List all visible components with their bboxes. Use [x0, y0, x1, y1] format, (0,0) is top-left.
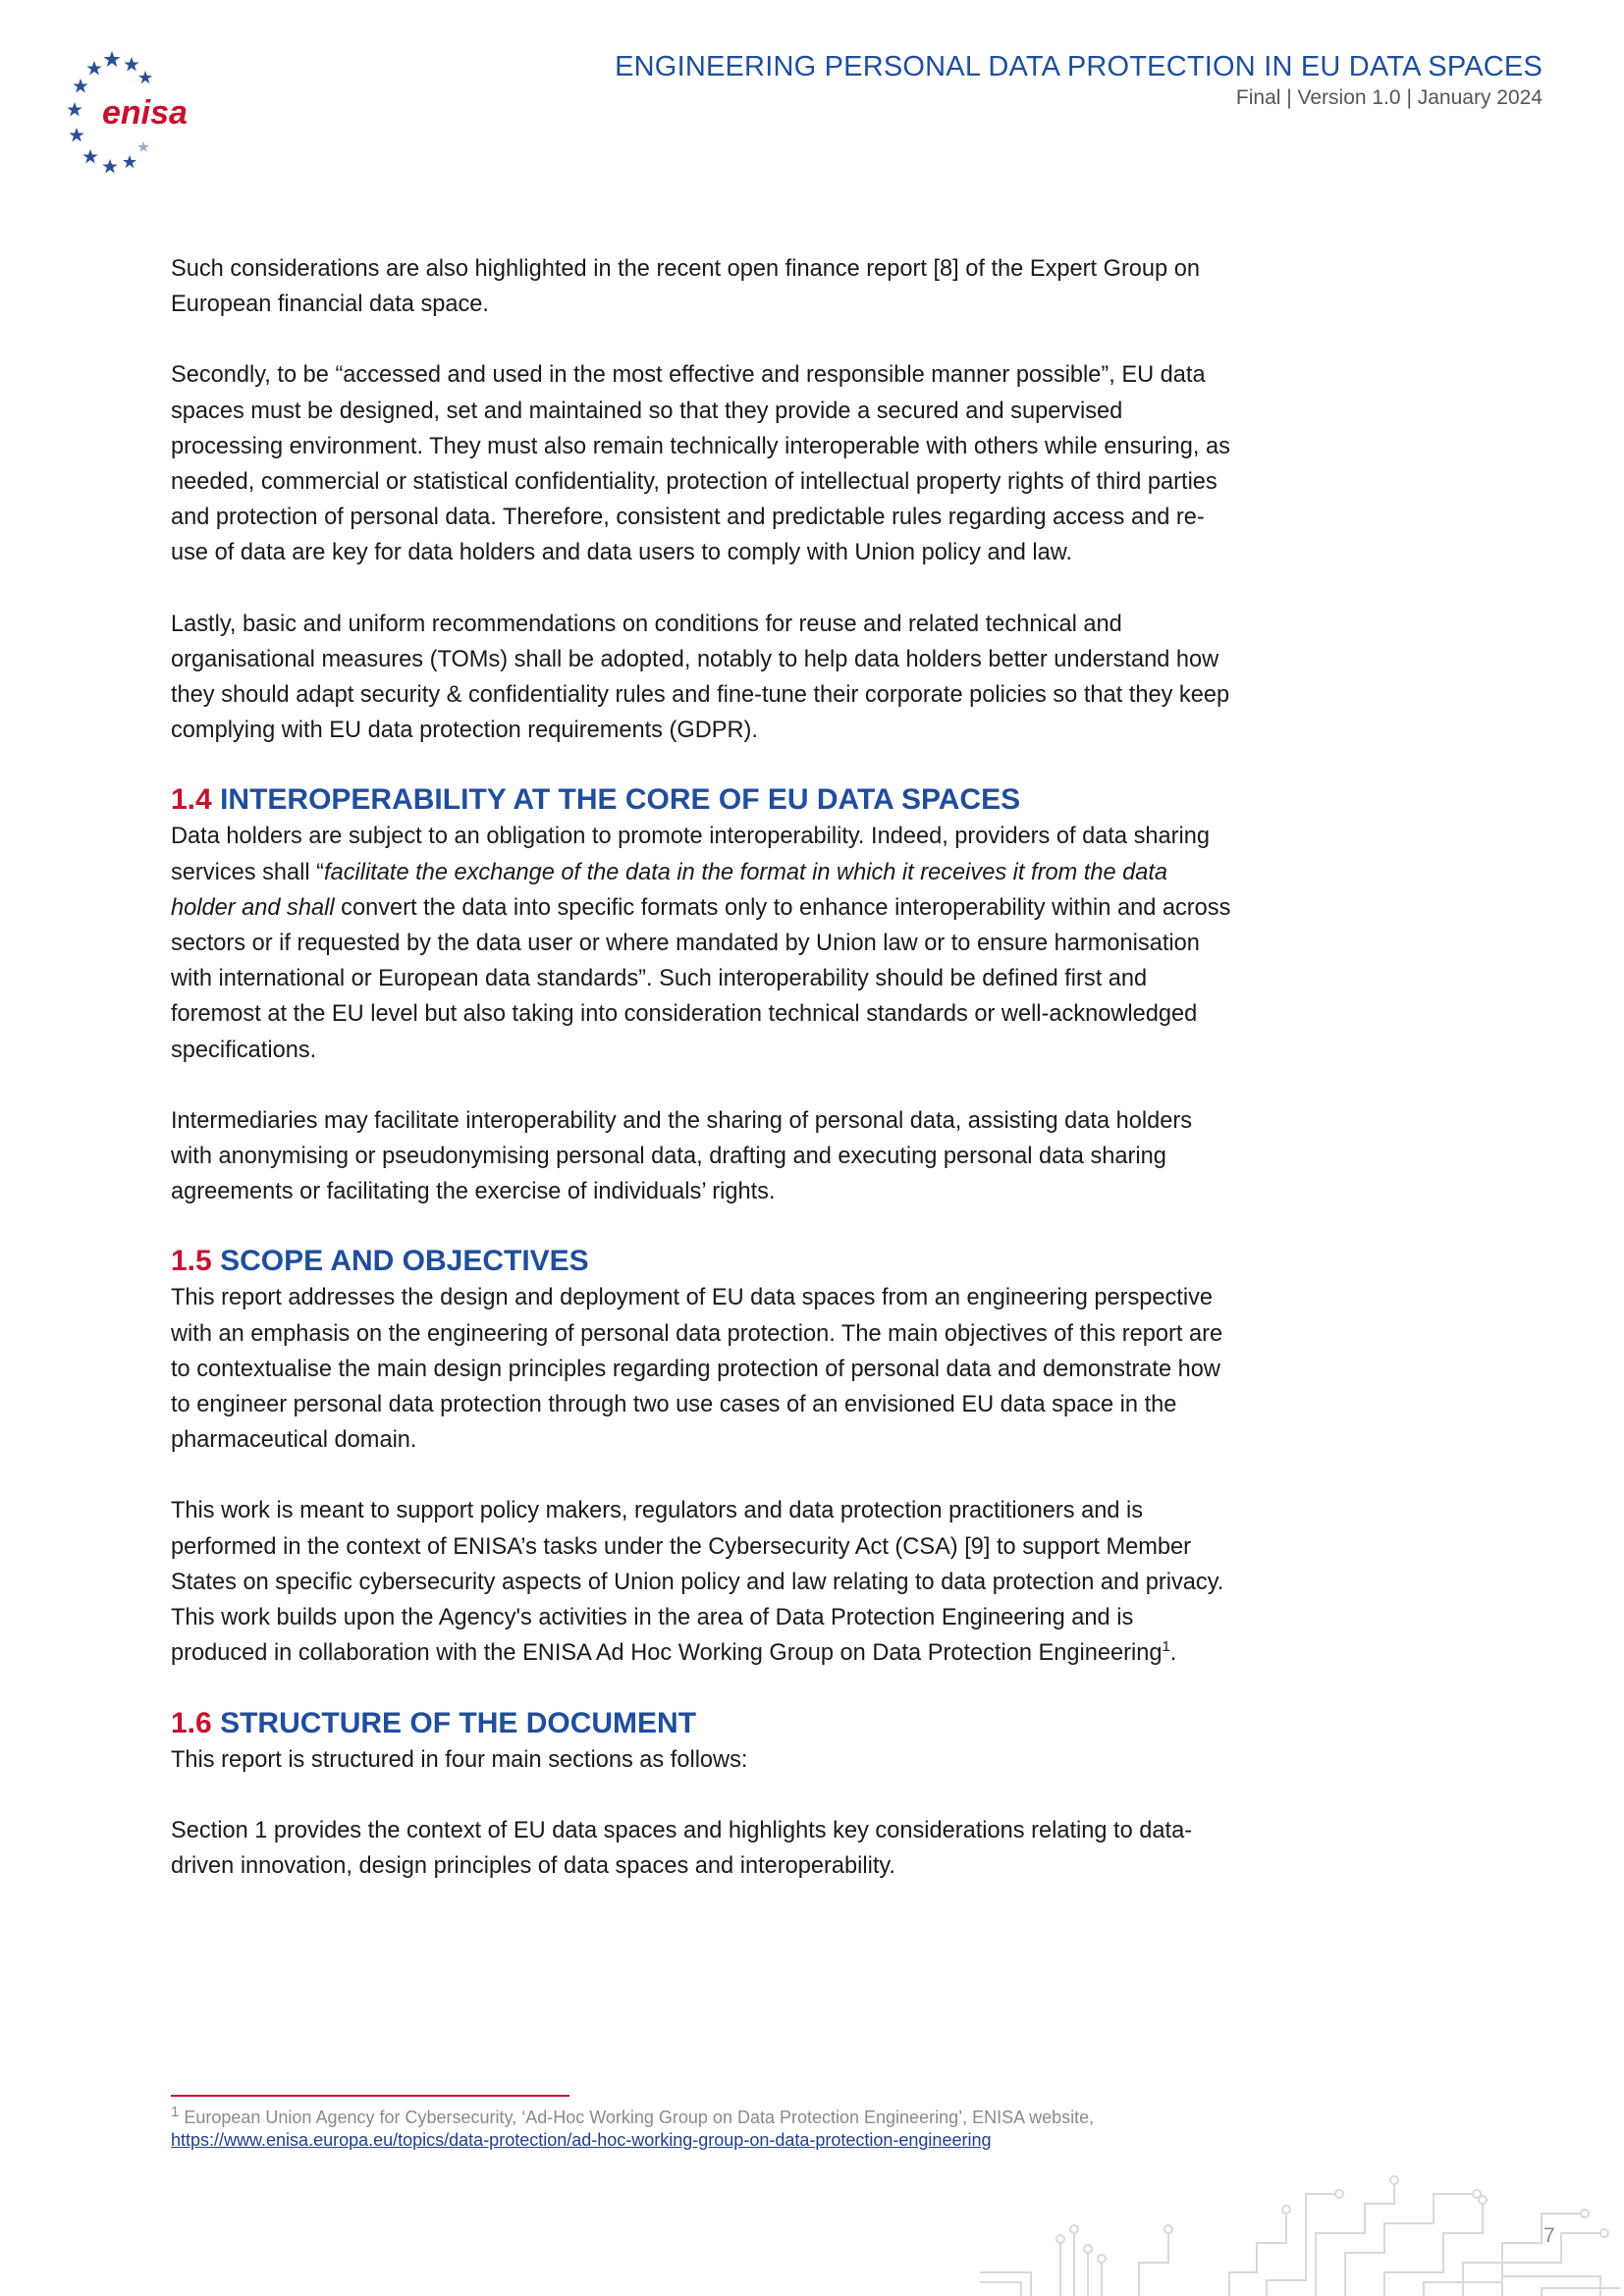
text-run: Data holders are subject to an obligation to promote interoperability. Indeed, providers of data sharing services shall “: [171, 824, 1210, 885]
paragraph: [171, 819, 1231, 1067]
document-title: ENGINEERING PERSONAL DATA PROTECTION IN EU DATA SPACES: [615, 51, 1543, 82]
section-heading-1-4: [171, 781, 1231, 819]
footnote-divider: [171, 2095, 569, 2097]
section-number: 1.6: [171, 1706, 212, 1739]
paragraph: This report is structured in four main sections as follows:: [171, 1746, 748, 1773]
text-run: This work is meant to support policy makers, regulators and data protection practitioners and is performed in the context of ENISA’s tasks under the Cybersecurity Act (CSA) [9] to support Member States on specific cybersecurity aspects of Union policy and law relating to data protection and privacy. This work builds upon the Agency's activities in the area of Data Protection Engineering and is produced in collaboration with the ENISA Ad Hoc Working Group on Data Protection Engineering: [171, 1498, 1224, 1667]
paragraph: This report addresses the design and deployment of EU data spaces from an engineering perspective with an emphasis on the engineering of personal data protection. The main objectives of this report are to contextualise the main design principles regarding protection of personal data and demonstrate how to engineer personal data protection through two use cases of an envisioned EU data space in the pharmaceutical domain.: [171, 1285, 1223, 1454]
logo-wordmark: enisa: [102, 94, 188, 132]
document-version: Final | Version 1.0 | January 2024: [1235, 86, 1543, 109]
footnote-text: European Union Agency for Cybersecurity, ‘Ad-Hoc Working Group on Data Protection Engineering’, ENISA website,: [179, 2108, 1095, 2127]
paragraph: Lastly, basic and uniform recommendations on conditions for reuse and related technical and organisational measures (TOMs) shall be adopted, notably to help data holders better understand how they should adapt security & confidentiality rules and fine-tune their corporate policies so that they keep complying with EU data protection requirements (GDPR).: [171, 611, 1230, 744]
paragraph: Intermediaries may facilitate interoperability and the sharing of personal data, assisting data holders with anonymising or pseudonymising personal data, drafting and executing personal data sharing agreements or facilitating the exercise of individuals’ rights.: [171, 1107, 1193, 1205]
enisa-logo: [51, 47, 208, 185]
page-content: [171, 251, 1231, 1919]
section-number: 1.5: [171, 1245, 212, 1278]
paragraph: Section 1 provides the context of EU data spaces and highlights key considerations relating to data-driven innovation, design principles of data spaces and interoperability.: [171, 1817, 1193, 1879]
text-run: convert the data into specific formats only to enhance interoperability within and across sectors or if requested by the data user or where mandated by Union law or to ensure harmonisation with international or European data standards”. Such interoperability should be defined first and foremost at the EU level but also taking into consideration technical standards or well-acknowledged specifications.: [171, 894, 1231, 1063]
section-title: STRUCTURE OF THE DOCUMENT: [220, 1706, 697, 1739]
section-heading-1-6: [171, 1705, 1231, 1742]
section-title: INTEROPERABILITY AT THE CORE OF EU DATA SPACES: [220, 783, 1021, 817]
section-title: SCOPE AND OBJECTIVES: [220, 1245, 589, 1278]
footnote-marker: 1: [171, 2104, 180, 2120]
paragraph: Such considerations are also highlighted in the recent open finance report [8] of the Expert Group on European financial data space.: [171, 256, 1200, 318]
paragraph: Secondly, to be “accessed and used in the most effective and responsible manner possible”, EU data spaces must be designed, set and maintained so that they provide a secured and supervised processing environment. They must also remain technically interoperable with others while ensuring, as needed, commercial or statistical confidentiality, protection of intellectual property rights of third parties and protection of personal data. Therefore, consistent and predictable rules regarding access and re-use of data are key for data holders and data users to comply with Union policy and law.: [171, 362, 1230, 566]
text-run: .: [1169, 1640, 1177, 1667]
section-heading-1-5: [171, 1243, 1231, 1280]
italic-quote: facilitate the exchange of the data in the format in which it receives it from the data holder and shall: [171, 859, 1168, 921]
footnote-link[interactable]: https://www.enisa.europa.eu/topics/data-protection/ad-hoc-working-group-on-data-protection-engineering: [171, 2130, 992, 2150]
section-number: 1.4: [171, 783, 212, 817]
footnote-reference[interactable]: 1: [1162, 1638, 1170, 1656]
circuit-decoration-icon: [972, 2174, 1624, 2296]
page-number: 7: [1543, 2224, 1555, 2247]
paragraph: [171, 1493, 1231, 1671]
footnote: [171, 2104, 1251, 2152]
